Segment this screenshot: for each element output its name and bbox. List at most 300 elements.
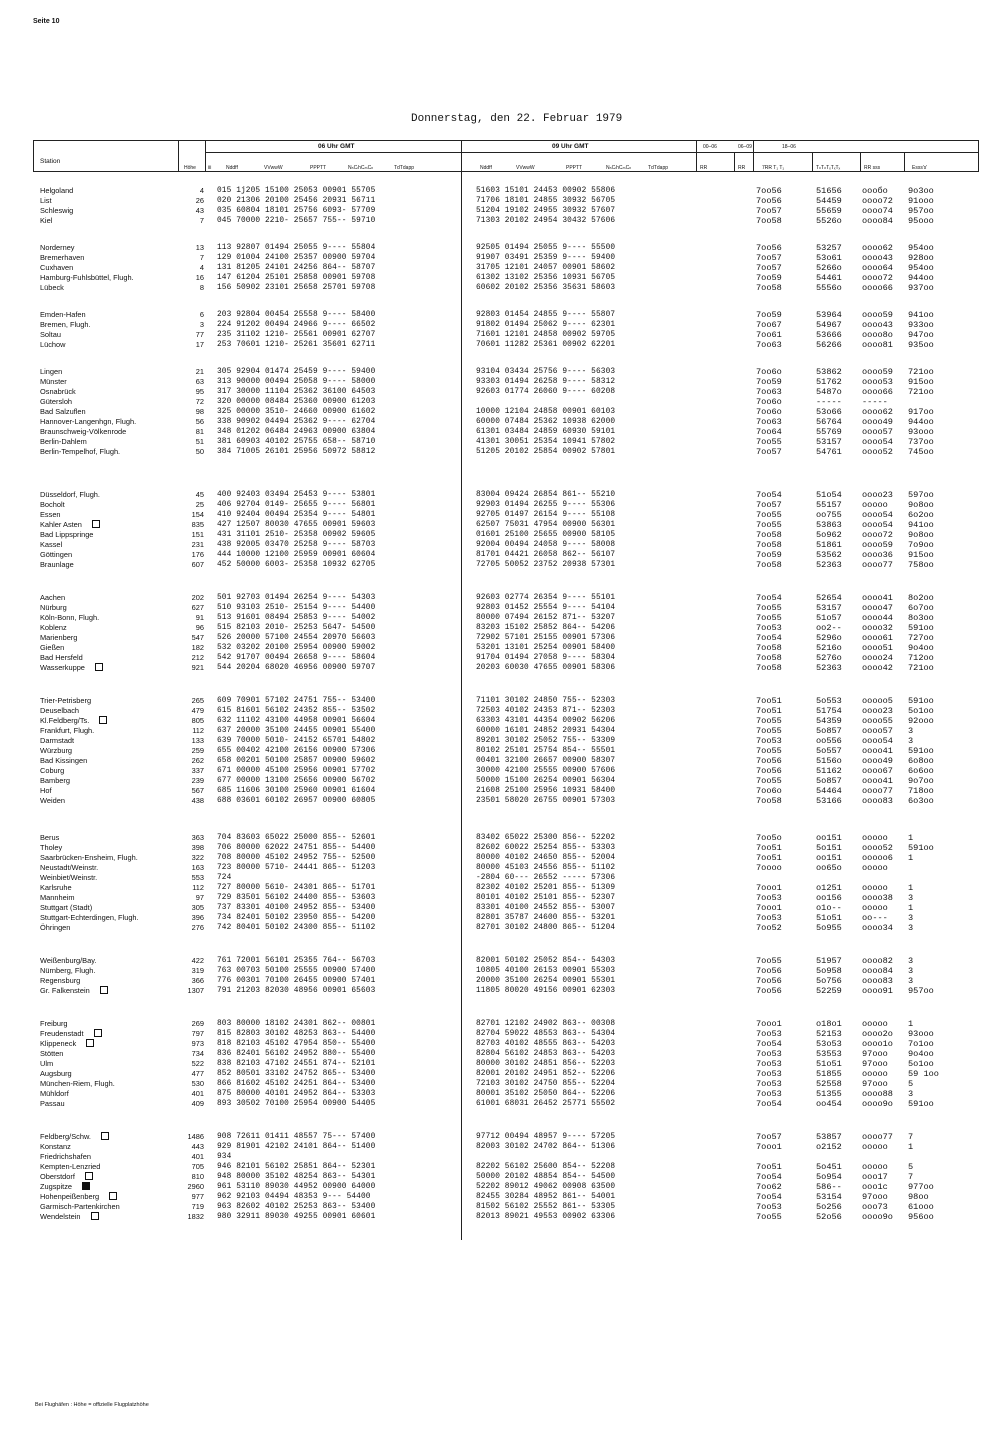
table-row [0, 653, 1000, 663]
station-height: 977 [191, 1192, 204, 1201]
station-name: Zugspitze [40, 1182, 90, 1192]
summary-value: oo156 [816, 893, 842, 903]
station-name: Stuttgart (Stadt) [40, 903, 93, 912]
summary-value: 51754 [816, 706, 842, 716]
obs-09-values: 52202 89012 49062 00908 63500 [476, 1183, 616, 1191]
station-height: 72 [195, 397, 204, 406]
obs-06-values: 961 53110 89030 44952 00900 64000 [217, 1183, 376, 1191]
obs-09-values: 82704 59022 48553 863-- 54304 [476, 1030, 616, 1038]
summary-value: 59 1oo [908, 1069, 939, 1079]
obs-09-values: 70601 11282 25361 00902 62201 [476, 341, 616, 349]
table-row [0, 253, 1000, 263]
table-row [0, 1212, 1000, 1222]
station-height: 26 [195, 196, 204, 205]
table-row [0, 520, 1000, 530]
obs-09-values: 50000 15100 26254 00901 56304 [476, 777, 616, 785]
summary-value: 7oo6o [756, 407, 782, 417]
station-name: Freudenstadt [40, 1029, 102, 1039]
summary-value: 7oo58 [756, 283, 782, 293]
station-name: Gr. Falkenstein [40, 986, 108, 996]
summary-value: oooo32 [862, 623, 893, 633]
table-row [0, 1162, 1000, 1172]
station-name: Konstanz [40, 1142, 71, 1151]
obs-09-values: 51603 15101 24453 00902 55806 [476, 187, 616, 195]
iii-header: iii [208, 165, 212, 171]
station-name: Aachen [40, 593, 66, 602]
summary-value: 7oo56 [756, 186, 782, 196]
summary-value: ooooo [862, 500, 888, 510]
summary-value: 7ooo1 [756, 903, 782, 913]
station-name: Bad Hersfeld [40, 653, 83, 662]
obs-09-values: 92903 01494 26255 9---- 55306 [476, 501, 616, 509]
obs-06-values: 908 72611 01411 48557 75--- 57400 [217, 1133, 376, 1141]
table-row [0, 736, 1000, 746]
summary-value: 53964 [816, 310, 842, 320]
table-row [0, 447, 1000, 457]
period-header-2: 06–09 [738, 144, 752, 150]
summary-value: 7oo58 [756, 643, 782, 653]
table-row [0, 206, 1000, 216]
summary-value: 586-- [816, 1182, 842, 1192]
summary-value: 56764 [816, 417, 842, 427]
station-name: Freiburg [40, 1019, 68, 1028]
obs-06-values: 852 80501 33102 24752 865-- 53400 [217, 1070, 376, 1078]
station-height: 176 [191, 550, 204, 559]
summary-value: 917oo [908, 407, 934, 417]
obs-09-values: 82202 56102 25600 854-- 52208 [476, 1163, 616, 1171]
obs-06-values: 203 92804 00454 25558 9---- 58400 [217, 311, 376, 319]
station-name: Koblenz [40, 623, 67, 632]
table-row [0, 283, 1000, 293]
station-name: Oberstdorf [40, 1172, 93, 1182]
obs-09-values: 72503 40102 24353 871-- 52303 [476, 707, 616, 715]
station-name: Soltau [40, 330, 61, 339]
square-icon [101, 1132, 109, 1140]
station-height: 151 [191, 530, 204, 539]
summary-value: oooo24 [862, 653, 893, 663]
station-name: München-Riem, Flugh. [40, 1079, 115, 1088]
station-name: Saarbrücken-Ensheim, Flugh. [40, 853, 138, 862]
summary-value: 3 [908, 736, 914, 746]
table-row [0, 776, 1000, 786]
station-name: Passau [40, 1099, 65, 1108]
summary-value: oo--- [862, 913, 888, 923]
obs-09-values: 82701 12102 24902 863-- 00308 [476, 1020, 616, 1028]
table-row [0, 530, 1000, 540]
summary-value: ooooo [862, 1069, 888, 1079]
summary-value: 53863 [816, 520, 842, 530]
station-height: 835 [191, 520, 204, 529]
obs-06-values: 615 81601 56102 24352 855-- 53502 [217, 707, 376, 715]
station-name: Trier-Petrisberg [40, 696, 92, 705]
station-height: 3 [199, 320, 204, 329]
station-height: 43 [195, 206, 204, 215]
obs-06-values: 838 82103 47102 24551 874-- 52101 [217, 1060, 376, 1068]
summary-value: 55157 [816, 500, 842, 510]
summary-value: 7oo63 [756, 340, 782, 350]
obs-09-values: 92004 00494 24058 9---- 58008 [476, 541, 616, 549]
station-name: List [40, 196, 52, 205]
summary-value: o2152 [816, 1142, 842, 1152]
summary-value: ooo1c [862, 1182, 888, 1192]
obs-09-values: 61301 03484 24859 60930 59101 [476, 428, 616, 436]
summary-value: 98oo [908, 1192, 929, 1202]
summary-value: oo65o [816, 863, 842, 873]
summary-value: oooo91 [862, 986, 893, 996]
summary-value: oooo34 [862, 923, 893, 933]
summary-value: ooooo [862, 883, 888, 893]
summary-value: 51o51 [816, 1059, 842, 1069]
summary-value: oo151 [816, 853, 842, 863]
summary-value: 7oo55 [756, 437, 782, 447]
summary-value: 7oo53 [756, 1089, 782, 1099]
station-height: 212 [191, 653, 204, 662]
col-06-dewpoint: TdTdapp [394, 165, 415, 171]
summary-value: 7oo53 [756, 736, 782, 746]
summary-value: ooo73 [862, 1202, 888, 1212]
obs-09-values: 53201 13101 25254 00901 58400 [476, 644, 616, 652]
station-height: 719 [191, 1202, 204, 1211]
station-height: 96 [195, 623, 204, 632]
obs-06-values: 791 21203 82030 48956 00901 65603 [217, 987, 376, 995]
col-06-nddff: Nddff [226, 165, 238, 171]
obs-06-values: 727 80000 5610- 24301 865-- 51701 [217, 884, 376, 892]
station-height: 112 [192, 726, 204, 735]
obs-09-values: 80000 45103 24556 855-- 51102 [476, 864, 616, 872]
obs-06-values: 400 92403 03494 25453 9---- 53801 [217, 491, 376, 499]
table-row [0, 706, 1000, 716]
station-name: Düsseldorf, Flugh. [40, 490, 100, 499]
summary-value: 5o756 [816, 976, 842, 986]
station-header: Station [40, 158, 61, 165]
summary-value: oooo52 [862, 843, 893, 853]
station-name: Kempten-Lenzried [40, 1162, 101, 1171]
summary-value: 5o857 [816, 776, 842, 786]
table-row [0, 490, 1000, 500]
summary-value: 7oo62 [756, 1182, 782, 1192]
obs-06-values: 929 81901 42102 24101 864-- 51400 [217, 1143, 376, 1151]
obs-09-values: 71101 30102 24850 755-- 52303 [476, 697, 616, 705]
obs-09-values: 82703 40102 48555 863-- 54203 [476, 1040, 616, 1048]
summary-value: 7oo61 [756, 330, 782, 340]
station-name: Stuttgart-Echterdingen, Flugh. [40, 913, 139, 922]
summary-value: 6o2oo [908, 510, 934, 520]
summary-value: 721oo [908, 663, 934, 673]
summary-value: 7oo57 [756, 206, 782, 216]
obs-09-values: 80000 40102 24650 855-- 52004 [476, 854, 616, 862]
col-snow: Esss's' [912, 165, 928, 171]
table-row [0, 796, 1000, 806]
table-row [0, 417, 1000, 427]
summary-value: 7oo54 [756, 1192, 782, 1202]
summary-value: 53666 [816, 330, 842, 340]
summary-value: 55769 [816, 427, 842, 437]
obs-09-values: 11805 80020 49156 00901 62303 [476, 987, 616, 995]
table-row [0, 1182, 1000, 1192]
table-row [0, 1099, 1000, 1109]
summary-value: 7oo6o [756, 367, 782, 377]
col-09-nddff: Nddff [480, 165, 492, 171]
obs-06-values: 708 80000 45102 24952 755-- 52500 [217, 854, 376, 862]
table-row [0, 726, 1000, 736]
table-row [0, 387, 1000, 397]
table-row [0, 320, 1000, 330]
summary-value: 7oo56 [756, 966, 782, 976]
summary-value: 7oo54 [756, 1172, 782, 1182]
obs-09-values: 20203 60030 47655 00901 58306 [476, 664, 616, 672]
obs-09-values: 82801 35787 24600 855-- 53201 [476, 914, 616, 922]
station-name: Lingen [40, 367, 63, 376]
station-name: Braunlage [40, 560, 74, 569]
station-height: 810 [191, 1172, 204, 1181]
summary-value: 712oo [908, 653, 934, 663]
summary-value: 55659 [816, 206, 842, 216]
obs-06-values: 501 92703 01494 26254 9---- 54303 [217, 594, 376, 602]
col-temp-extremes: 7RR T₁ T₁ [762, 165, 785, 171]
obs-09-values: 92505 01494 25055 9---- 55500 [476, 244, 616, 252]
summary-value: 947oo [908, 330, 934, 340]
summary-value: 944oo [908, 417, 934, 427]
station-name: Öhringen [40, 923, 71, 932]
obs-09-values: 50000 20102 48854 854-- 54500 [476, 1173, 616, 1181]
summary-value: 5526o [816, 216, 842, 226]
table-row [0, 1089, 1000, 1099]
station-height: 438 [191, 796, 204, 805]
obs-09-values: 71706 18101 24855 30932 56705 [476, 197, 616, 205]
summary-value: 8o3oo [908, 613, 934, 623]
summary-value: 53157 [816, 437, 842, 447]
col-rr-2: RR [738, 165, 746, 171]
summary-value: ooooo [862, 1019, 888, 1029]
summary-value: 53166 [816, 796, 842, 806]
station-height: 50 [195, 447, 204, 456]
summary-value: 727oo [908, 633, 934, 643]
summary-value: 7oo67 [756, 320, 782, 330]
summary-value: 53o66 [816, 407, 842, 417]
summary-value: 7oo53 [756, 1202, 782, 1212]
summary-value: 53862 [816, 367, 842, 377]
summary-value: 54459 [816, 196, 842, 206]
summary-value: oooo9o [862, 1212, 893, 1222]
station-name: Karlsruhe [40, 883, 72, 892]
square-icon [86, 1039, 94, 1047]
summary-value: 7oo53 [756, 1079, 782, 1089]
summary-value: oooo54 [862, 437, 893, 447]
obs-06-values: 406 92704 0149- 25655 9---- 56801 [217, 501, 376, 509]
obs-06-values: 444 10000 12100 25959 00901 60604 [217, 551, 376, 559]
obs-09-values: 23501 58020 26755 00901 57303 [476, 797, 616, 805]
summary-value: oooo62 [862, 243, 893, 253]
station-height: 479 [191, 706, 204, 715]
summary-value: 591oo [908, 843, 934, 853]
summary-value: 954oo [908, 243, 934, 253]
summary-value: 5o553 [816, 696, 842, 706]
station-height: 265 [191, 696, 204, 705]
summary-value: oooo36 [862, 550, 893, 560]
summary-value: 3 [908, 923, 914, 933]
station-name: Feldberg/Schw. [40, 1132, 109, 1142]
obs-09-values: 91802 01494 25062 9---- 62301 [476, 321, 616, 329]
station-height: 21 [195, 367, 204, 376]
summary-value: 92ooo [908, 716, 934, 726]
station-name: Münster [40, 377, 67, 386]
summary-value: 7oo53 [756, 913, 782, 923]
obs-06-values: 734 82401 50102 23950 855-- 54200 [217, 914, 376, 922]
station-name: Wendelstein [40, 1212, 99, 1222]
obs-06-values: 131 81205 24101 24256 864-- 58707 [217, 264, 376, 272]
square-icon [95, 663, 103, 671]
table-row [0, 407, 1000, 417]
table-row [0, 273, 1000, 283]
summary-value: 7oo59 [756, 377, 782, 387]
station-height: 163 [191, 863, 204, 872]
summary-value: 53o61 [816, 253, 842, 263]
table-row [0, 500, 1000, 510]
obs-09-values: 51204 19102 24955 30932 57607 [476, 207, 616, 215]
summary-value: 956oo [908, 1212, 934, 1222]
obs-06-values: 637 20000 35100 24455 00901 55400 [217, 727, 376, 735]
summary-value: 7oooo [756, 863, 782, 873]
summary-value: ----- [862, 397, 888, 407]
summary-value: 7oo58 [756, 796, 782, 806]
summary-value: 7oo55 [756, 613, 782, 623]
summary-value: 7oo54 [756, 1039, 782, 1049]
station-height: 112 [192, 883, 204, 892]
obs-09-values: 31705 12101 24057 00901 58602 [476, 264, 616, 272]
station-name: Emden-Hafen [40, 310, 86, 319]
table-row [0, 1172, 1000, 1182]
station-height: 133 [191, 736, 204, 745]
obs-09-values: 82001 50102 25052 854-- 54303 [476, 957, 616, 965]
station-height: 4 [199, 263, 204, 272]
obs-09-values: 60000 07484 25362 10938 62000 [476, 418, 616, 426]
summary-value: 7oo64 [756, 427, 782, 437]
summary-value: 7oo53 [756, 1059, 782, 1069]
summary-value: 6o6oo [908, 766, 934, 776]
obs-09-values: 21608 25100 25956 10931 58400 [476, 787, 616, 795]
obs-06-values: 438 92005 03470 25258 9---- 58703 [217, 541, 376, 549]
obs-09-values: 97712 00494 48957 9---- 57205 [476, 1133, 616, 1141]
obs-06-values: 639 70000 5010- 24152 65701 54802 [217, 737, 376, 745]
summary-value: 7oo57 [756, 500, 782, 510]
summary-value: oooo72 [862, 196, 893, 206]
summary-value: 7oo55 [756, 956, 782, 966]
summary-value: oooo2o [862, 1029, 893, 1039]
summary-value: oooo72 [862, 530, 893, 540]
summary-value: 53553 [816, 1049, 842, 1059]
summary-value: 9o4oo [908, 643, 934, 653]
summary-value: oooo43 [862, 253, 893, 263]
summary-value: oooo77 [862, 1132, 893, 1142]
summary-value: 5266o [816, 263, 842, 273]
filled-square-icon [82, 1182, 90, 1190]
summary-value: 5276o [816, 653, 842, 663]
summary-value: 5o256 [816, 1202, 842, 1212]
obs-09-values: 60602 20102 25356 35631 58603 [476, 284, 616, 292]
station-height: 477 [191, 1069, 204, 1078]
station-name: Helgoland [40, 186, 74, 195]
summary-value: 7oo63 [756, 417, 782, 427]
station-height: 522 [191, 1059, 204, 1068]
summary-value: 7oo58 [756, 216, 782, 226]
summary-value: 5o857 [816, 726, 842, 736]
obs-06-values: 020 21306 20100 25456 20931 56711 [217, 197, 376, 205]
square-icon [91, 1212, 99, 1220]
summary-value: 97ooo [862, 1192, 888, 1202]
summary-value: 5296o [816, 633, 842, 643]
table-row [0, 340, 1000, 350]
table-row [0, 696, 1000, 706]
obs-09-values: 00401 32100 26657 00900 58307 [476, 757, 616, 765]
summary-value: oooo66 [862, 283, 893, 293]
summary-value: 51355 [816, 1089, 842, 1099]
station-name: Neustadt/Weinstr. [40, 863, 99, 872]
obs-09-values: 82003 30102 24702 864-- 51306 [476, 1143, 616, 1151]
summary-value: 957oo [908, 986, 934, 996]
station-name: Friedrichshafen [40, 1152, 91, 1161]
obs-06-values: 677 00000 13100 25656 00900 56702 [217, 777, 376, 785]
summary-value: ----- [816, 397, 842, 407]
table-row [0, 1202, 1000, 1212]
col-rr-sss: RR sss [864, 165, 881, 171]
summary-value: 95ooo [908, 216, 934, 226]
station-height: 322 [191, 853, 204, 862]
summary-value: oooo41 [862, 593, 893, 603]
station-name: Hohenpeißenberg [40, 1192, 117, 1202]
obs-06-values: 776 00301 70100 26455 00900 57401 [217, 977, 376, 985]
summary-value: 957oo [908, 206, 934, 216]
summary-value: oooo55 [862, 716, 893, 726]
summary-value: oooo77 [862, 786, 893, 796]
period-header-1: 00–06 [703, 144, 717, 150]
table-row [0, 427, 1000, 437]
obs-06-values: 320 00000 08484 25360 00900 61203 [217, 398, 376, 406]
summary-value: oooo23 [862, 490, 893, 500]
summary-value: oooo8o [862, 330, 893, 340]
obs-09-values: 92705 01497 26154 9---- 55108 [476, 511, 616, 519]
station-name: Norderney [40, 243, 75, 252]
summary-value: oooo57 [862, 427, 893, 437]
summary-value: ooooo5 [862, 696, 893, 706]
summary-value: 1 [908, 1019, 914, 1029]
table-row [0, 1152, 1000, 1162]
obs-06-values: 381 60903 40102 25755 658-- 58710 [217, 438, 376, 446]
summary-value: 1 [908, 833, 914, 843]
obs-06-values: 384 71005 26101 25956 50972 58812 [217, 448, 376, 456]
obs-06-values: 737 83301 40100 24952 855-- 53400 [217, 904, 376, 912]
station-height: 98 [195, 407, 204, 416]
table-row [0, 966, 1000, 976]
table-row [0, 833, 1000, 843]
table-row [0, 330, 1000, 340]
station-name: Stötten [40, 1049, 64, 1058]
station-name: Deuselbach [40, 706, 80, 715]
obs-09-values: 92603 02774 26354 9---- 55101 [476, 594, 616, 602]
table-row [0, 976, 1000, 986]
summary-value: 7oo57 [756, 263, 782, 273]
period-header-3: 18–06 [782, 144, 796, 150]
obs-06-values: 224 91202 00494 24966 9---- 66502 [217, 321, 376, 329]
obs-09-values: 80102 25101 25754 854-- 55501 [476, 747, 616, 755]
summary-value: 7oo54 [756, 633, 782, 643]
footnote: Bei Flughäfen : Höhe = offizielle Flugplatzhöhe [35, 1402, 149, 1408]
obs-06-values: 658 00201 50100 25857 00900 59602 [217, 757, 376, 765]
summary-value: 7oo59 [756, 550, 782, 560]
summary-value: 7oo55 [756, 746, 782, 756]
station-height: 567 [191, 786, 204, 795]
report-date: Donnerstag, den 22. Februar 1979 [411, 113, 623, 125]
summary-value: oooo74 [862, 206, 893, 216]
